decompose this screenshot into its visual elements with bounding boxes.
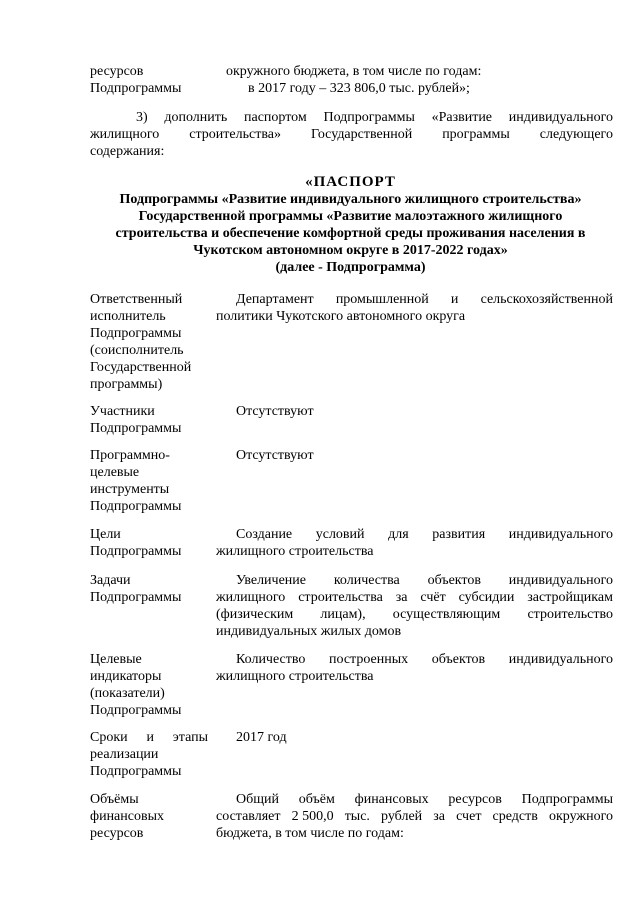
row-terms-value: 2017 год	[236, 730, 287, 745]
heading-line-4: Чукотском автономном округе в 2017-2022 годах»	[193, 243, 508, 258]
heading-line-1: Подпрограммы «Развитие индивидуального жилищного строительства»	[119, 192, 582, 207]
passport-title: «ПАСПОРТ	[305, 174, 396, 190]
row-goals-value: Создание условий для развития индивидуального жилищного строительства	[216, 527, 613, 559]
row-responsible-label: Ответственный исполнитель Подпрограммы (соисполнитель Государственной программы)	[90, 292, 192, 392]
row-funding-value: Общий объём финансовых ресурсов Подпрограммы составляет 2 500,0 тыс. рублей за счет средств окружного бюджета, в том числе по годам:	[216, 792, 613, 841]
intro-line-1: 3) дополнить паспортом Подпрограммы «Развитие индивидуального	[136, 110, 613, 125]
row-tasks-label: Задачи Подпрограммы	[90, 573, 182, 605]
row-indicators-label: Целевые индикаторы (показатели) Подпрограммы	[90, 652, 182, 718]
row-participants-label: Участники Подпрограммы	[90, 404, 182, 436]
heading-line-2: Государственной программы «Развитие малоэтажного жилищного	[138, 209, 563, 224]
row-terms-label: Сроки и этапы реализации Подпрограммы	[90, 730, 208, 779]
row-tasks-value: Увеличение количества объектов индивидуального жилищного строительства за счёт субсидии застройщикам (физическим лицам), осуществляющим строительство индивидуальных жилых домов	[216, 573, 613, 639]
top-right-line-1: окружного бюджета, в том числе по годам:	[226, 64, 482, 79]
heading-line-5: (далее - Подпрограмма)	[275, 260, 426, 275]
top-left-line-2: Подпрограммы	[90, 81, 182, 96]
top-right-line-2: в 2017 году – 323 806,0 тыс. рублей»;	[248, 81, 470, 96]
row-instruments-label: Программно- целевые инструменты Подпрограммы	[90, 448, 182, 514]
row-participants-value: Отсутствуют	[236, 404, 314, 419]
intro-line-2: жилищного строительства» Государственной программы следующего	[90, 127, 613, 142]
row-indicators-value: Количество построенных объектов индивидуального жилищного строительства	[216, 652, 613, 684]
intro-line-3: содержания:	[90, 144, 165, 159]
heading-line-3: строительства и обеспечение комфортной среды проживания населения в	[115, 226, 586, 241]
top-left-line-1: ресурсов	[90, 64, 144, 79]
row-goals-label: Цели Подпрограммы	[90, 527, 182, 559]
row-funding-label: Объёмы финансовых ресурсов	[90, 792, 164, 841]
row-responsible-value: Департамент промышленной и сельскохозяйственной политики Чукотского автономного округа	[216, 292, 613, 324]
row-instruments-value: Отсутствуют	[236, 448, 314, 463]
